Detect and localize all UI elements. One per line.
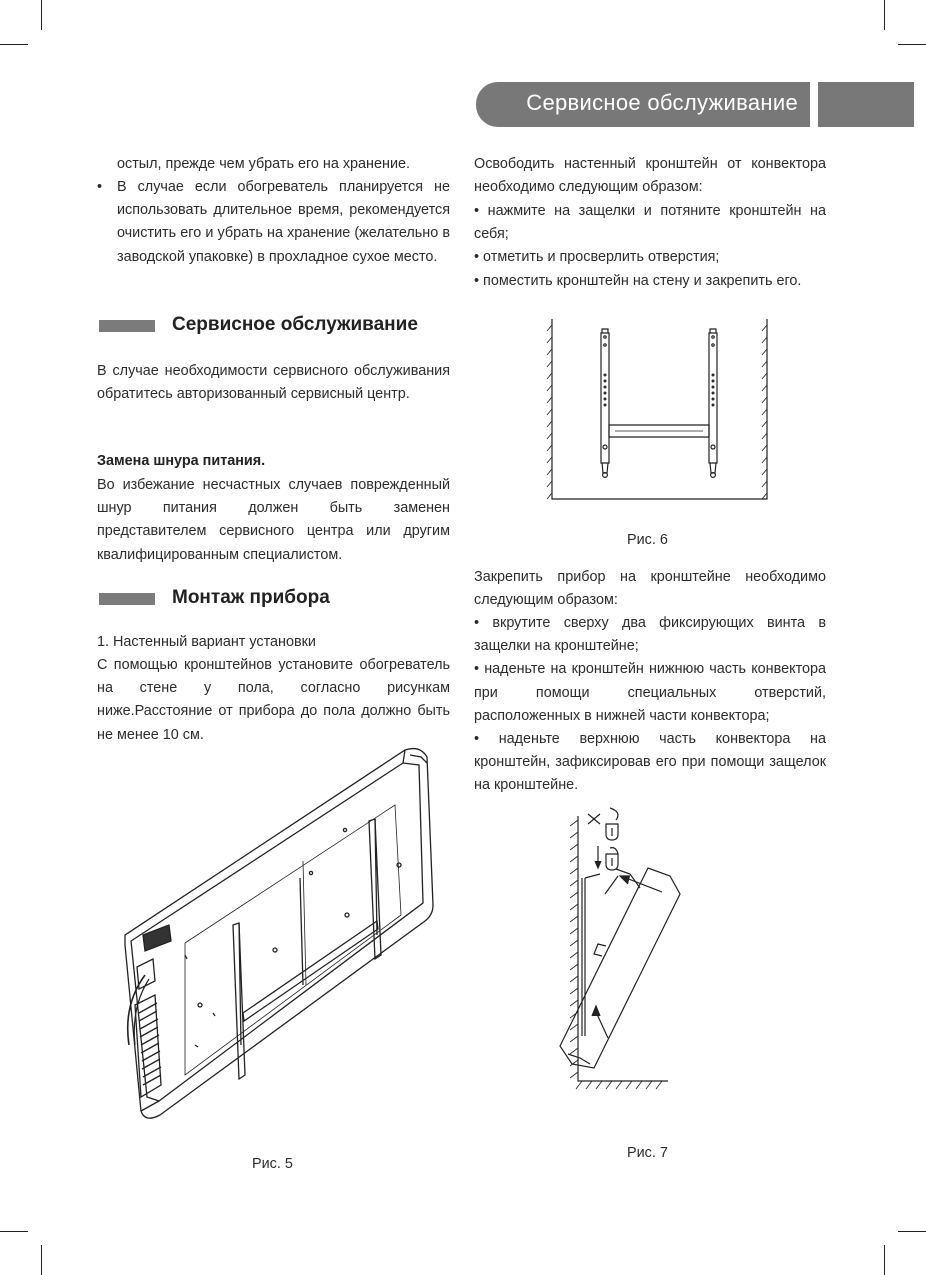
crop-mark (884, 0, 885, 30)
figure-6-caption: Рис. 6 (627, 532, 668, 548)
fix-step (474, 612, 826, 658)
crop-mark (41, 0, 42, 30)
crop-mark (0, 44, 28, 45)
release-step-text: нажмите на защелки и потяните кронштейн на себя; (474, 203, 826, 243)
release-step-text: поместить кронштейн на стену и закрепить его. (483, 272, 802, 289)
section-bar (99, 320, 155, 332)
figure-5-heater (115, 745, 440, 1125)
fix-step-text: вкрутите сверху два фиксирующих винта в защелки на кронштейне; (474, 615, 827, 655)
bullet-dot: • (474, 203, 480, 219)
header-block (818, 82, 914, 127)
fix-intro: Закрепить прибор на кронштейне необходимо следующим образом: (474, 569, 826, 609)
release-step-text: отметить и просверлить отверстия; (483, 249, 720, 266)
mounting-title: Монтаж прибора (172, 587, 330, 608)
figure-6-bracket (547, 315, 769, 507)
fix-step (474, 728, 826, 798)
crop-mark (898, 1231, 926, 1232)
fix-step-text: наденьте на кронштейн нижнюю часть конвектора при помощи специальных отверстий, расположенных в нижней части конвектора; (474, 661, 827, 724)
figure-7-mounting (560, 806, 672, 1098)
figure-5-caption: Рис. 5 (252, 1156, 293, 1172)
section-bar (99, 593, 155, 605)
figure-7-caption: Рис. 7 (627, 1145, 668, 1161)
cord-heading: Замена шнура питания. (97, 453, 266, 469)
bullet-dot: • (474, 731, 480, 748)
release-steps (474, 200, 826, 293)
release-step (474, 270, 826, 293)
header-tab (476, 82, 810, 127)
fix-step (474, 658, 826, 728)
service-title: Сервисное обслуживание (172, 314, 418, 335)
bullet-dot: • (474, 661, 480, 678)
cord-text: Во избежание несчастных случаев поврежденный шнур питания должен быть заменен представителем сервисного центра или другим квалифицированным специалистом. (97, 477, 450, 563)
service-text: В случае необходимости сервисного обслуживания обратитесь авторизованный сервисный центр. (97, 363, 450, 403)
bullet-dot: • (474, 249, 480, 266)
bullet-dot: • (474, 272, 480, 289)
crop-mark (41, 1245, 42, 1275)
fix-step-text: наденьте верхнюю часть конвектора на кронштейн, зафиксировав его при помощи защелок на кронштейне. (474, 731, 826, 794)
release-step (474, 200, 826, 246)
bullet-dot: • (474, 615, 480, 631)
mounting-item: 1. Настенный вариант установки (97, 634, 316, 650)
header-title: Сервисное обслуживание (526, 90, 798, 115)
intro-bullet (97, 176, 450, 269)
intro-continuation: остыл, прежде чем убрать его на хранение. (117, 156, 410, 172)
crop-mark (898, 44, 926, 45)
crop-mark (884, 1245, 885, 1275)
fix-steps (474, 612, 826, 798)
mounting-text: С помощью кронштейнов установите обогреватель на стене у пола, согласно рисункам ниже.Расстояние от прибора до пола должно быть не менее 10 см. (97, 657, 450, 743)
bullet-dot: • (97, 179, 103, 195)
release-intro: Освободить настенный кронштейн от конвектора необходимо следующим образом: (474, 156, 826, 196)
intro-bullet-text: В случае если обогреватель планируется не использовать длительное время, рекомендуется очистить его и убрать на хранение (желательно в заводской упаковке) в прохладное сухое место. (117, 179, 450, 265)
release-step (474, 246, 826, 269)
crop-mark (0, 1231, 28, 1232)
